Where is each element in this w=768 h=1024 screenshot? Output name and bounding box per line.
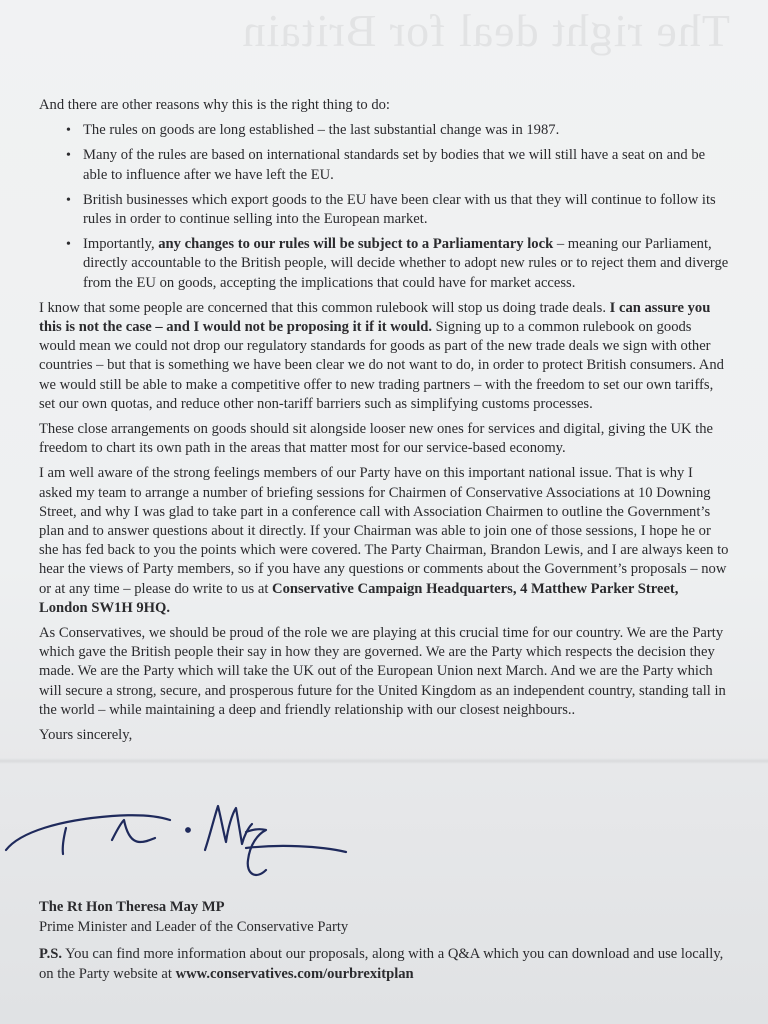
paper-fold — [0, 758, 768, 764]
list-item-text-post: – meaning our Parliament, directly accountable to the British people, will decide whether to adopt new rules or to reject them and diverge from the EU on goods, accepting the implications that could have for market access. — [83, 236, 729, 291]
reasons-list — [39, 121, 729, 293]
hq-address: Conservative Campaign Headquarters, 4 Matthew Parker Street, London SW1H 9HQ. — [39, 580, 679, 616]
letterhead-show-through: The right deal for Britain — [241, 5, 730, 56]
bullet-icon: • — [66, 123, 71, 139]
list-item-text: The rules on goods are long established – the last substantial change was in 1987. — [83, 122, 560, 139]
list-item — [39, 235, 729, 293]
trade-deals-text-post: Signing up to a common rulebook on goods would mean we could not drop our regulatory standards for goods as part of the new trade deals we sign with other countries – but that is something we have been clear we do not want to do, in order to protect British consumers. And we would still be able to make a competitive offer to new trading partners – with the freedom to set our own tariffs, set our own quotas, and reduce other non-tariff barriers such as simplifying customs processes. — [39, 319, 724, 412]
ps-website-link[interactable]: www.conservatives.com/ourbrexitplan — [175, 965, 414, 982]
intro-paragraph: And there are other reasons why this is the right thing to do: — [39, 97, 390, 113]
ps-text: You can find more information about our proposals, along with a Q&A which you can download and use locally, on the Party website at — [39, 946, 724, 982]
letter-body — [39, 96, 729, 751]
closing-salutation: Yours sincerely, — [39, 727, 133, 744]
conservatives-paragraph: As Conservatives, we should be proud of the role we are playing at this crucial time for our country. We are the Party which gave the British people their say in how they are governed. We are the Party which respects the decision they made. We are the Party which will take the UK out of the European Union next March. And we are the Party which will secure a strong, secure, and prosperous future for the United Kingdom as an independent country, standing tall in the world – while maintaining a deep and friendly relationship with our closest neighbours.. — [39, 625, 726, 718]
postscript — [39, 945, 729, 984]
party-views-paragraph — [39, 464, 729, 618]
signer-title: Prime Minister and Leader of the Conservative Party — [39, 918, 349, 935]
list-item — [39, 191, 729, 229]
list-item-text: British businesses which export goods to the EU have been clear with us that they will continue to follow its rules in order to continue selling into the European market. — [83, 191, 716, 228]
trade-deals-assurance: I can assure you this is not the case – and I would not be proposing it if it would. — [39, 299, 711, 336]
bullet-icon: • — [66, 148, 71, 164]
list-item-text-bold: any changes to our rules will be subject to a Parliamentary lock — [158, 236, 554, 253]
trade-deals-text-pre: I know that some people are concerned that this common rulebook will stop us doing trade deals. — [39, 299, 610, 316]
list-item — [39, 146, 729, 184]
signature-block — [39, 898, 729, 984]
list-item-text-pre: Importantly, — [83, 236, 159, 253]
bullet-icon: • — [66, 237, 71, 253]
signature-icon — [0, 770, 380, 890]
list-item — [39, 121, 729, 140]
party-views-text: I am well aware of the strong feelings members of our Party have on this important national issue. That is why I asked my team to arrange a number of briefing sessions for Chairmen of Conservative Associations at 10 Downing Street, and why I was glad to take part in a conference call with Association Chairmen to outline the Government’s plan and to answer questions about it directly. If your Chairman was able to join one of those sessions, I hope he or she has fed back to you the points which were covered. The Party Chairman, Brandon Lewis, and I are always keen to hear the views of Party members, so if you have any questions or comments about the Government’s proposals – now or at any time – please do write to us at — [39, 465, 729, 597]
services-paragraph: These close arrangements on goods should sit alongside looser new ones for services and digital, giving the UK the freedom to chart its own path in the areas that matter most for our service-based economy. — [39, 421, 713, 457]
ps-label: P.S. — [39, 946, 62, 963]
bullet-icon: • — [66, 192, 71, 208]
list-item-text: Many of the rules are based on international standards set by bodies that we will still have a seat on and be able to influence after we have left the EU. — [83, 147, 706, 183]
signer-name: The Rt Hon Theresa May MP — [39, 899, 225, 915]
trade-deals-paragraph — [39, 299, 729, 414]
